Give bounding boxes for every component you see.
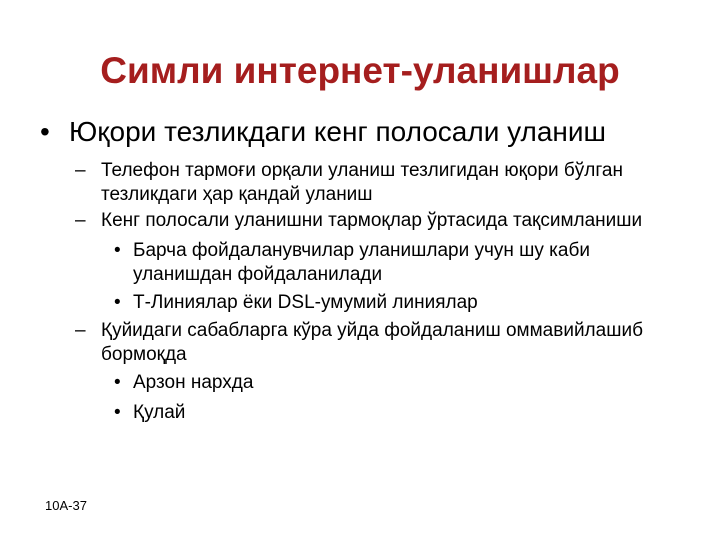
bullet-text: Т-Линиялар ёки DSL-умумий линиялар xyxy=(133,292,478,313)
bullet-text: Қуйидаги сабабларга кўра уйда фойдаланиш оммавийлашиб xyxy=(101,320,643,341)
bullet-text-continuation xyxy=(101,183,373,207)
bullet-text: Юқори тезликдаги кенг полосали уланиш xyxy=(69,116,606,147)
bullet-marker: • xyxy=(114,372,121,393)
bullet-marker: • xyxy=(114,292,121,313)
bullet-text: бормоқда xyxy=(101,344,187,365)
bullet-marker: • xyxy=(40,116,50,147)
bullet-text: Телефон тармоғи орқали уланиш тезлигидан юқори бўлган xyxy=(101,160,623,181)
dash-marker: – xyxy=(75,210,86,231)
bullet-text: уланишдан фойдаланилади xyxy=(133,264,383,285)
bullet-text: Кенг полосали уланишни тармоқлар ўртасида тақсимланиши xyxy=(101,210,643,231)
bullet-text: Барча фойдаланувчилар уланишлари учун шу каби xyxy=(133,240,590,261)
bullet-text: Қулай xyxy=(133,402,186,423)
bullet-marker: • xyxy=(114,240,121,261)
slide-number: 10A-37 xyxy=(45,498,87,513)
bullet-text-continuation xyxy=(101,343,187,367)
bullet-text-continuation xyxy=(133,263,382,287)
slide-title: Симли интернет-уланишлар xyxy=(100,50,620,91)
bullet-text: тезликдаги ҳар қандай уланиш xyxy=(101,184,373,205)
dash-marker: – xyxy=(75,160,86,181)
bullet-text: Арзон нархда xyxy=(133,372,254,393)
dash-marker: – xyxy=(75,320,86,341)
bullet-marker: • xyxy=(114,402,121,423)
